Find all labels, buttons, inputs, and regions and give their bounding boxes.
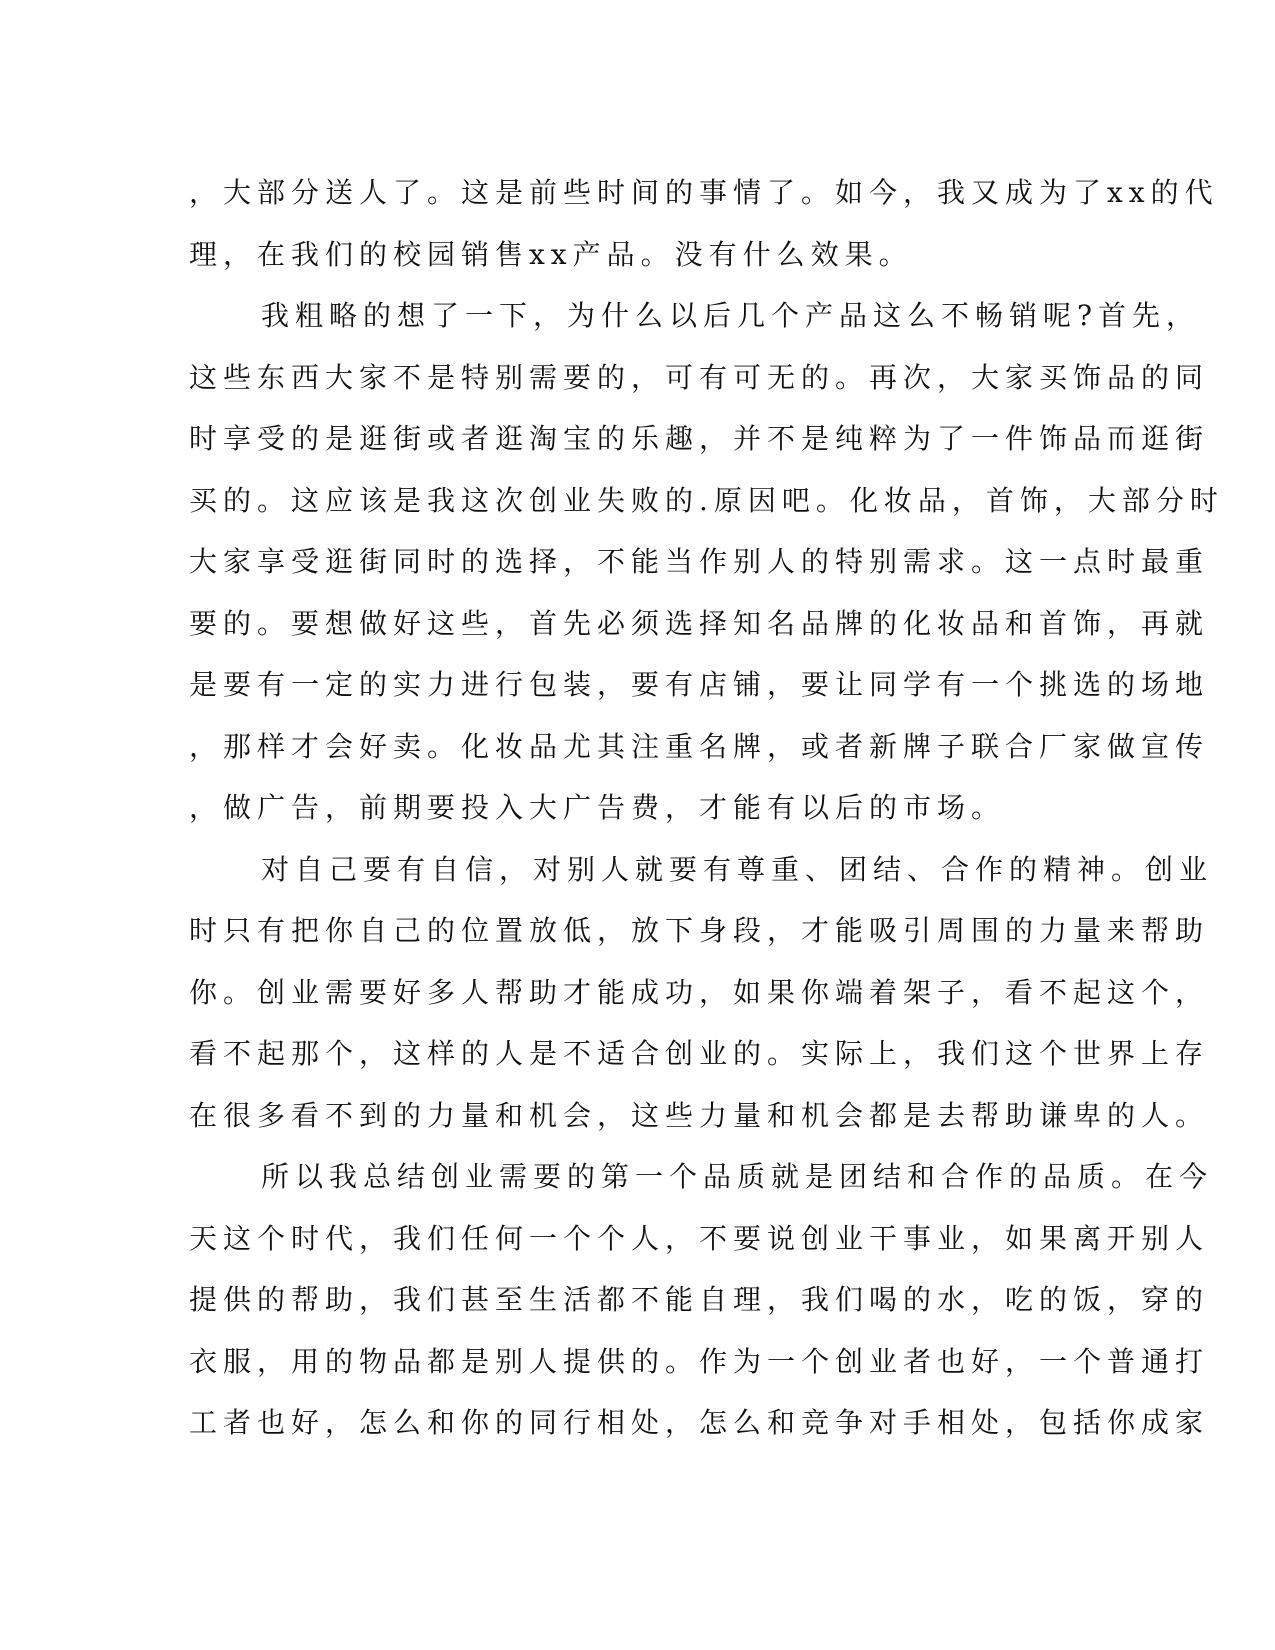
text-line: 理，在我们的校园销售xx产品。没有什么效果。 bbox=[189, 237, 913, 271]
text-line: 看不起那个，这样的人是不适合创业的。实际上，我们这个世界上存 bbox=[189, 1037, 1210, 1070]
text-line: 买的。这应该是我这次创业失败的.原因吧。化妆品，首饰，大部分时 bbox=[189, 483, 1224, 517]
text-line: 衣服，用的物品都是别人提供的。作为一个创业者也好，一个普通打 bbox=[189, 1344, 1210, 1378]
text-line: 你。创业需要好多人帮助才能成功，如果你端着架子，看不起这个， bbox=[189, 975, 1210, 1009]
body-text bbox=[189, 162, 1224, 1454]
text-line: 大家享受逛街同时的选择，不能当作别人的特别需求。这一点时最重 bbox=[189, 545, 1210, 578]
paragraph-start-line: 对自己要有自信，对别人就要有尊重、团结、合作的精神。创业 bbox=[261, 852, 1214, 886]
paragraph-start-line: 所以我总结创业需要的第一个品质就是团结和合作的品质。在今 bbox=[261, 1160, 1214, 1193]
text-line: 这些东西大家不是特别需要的，可有可无的。再次，大家买饰品的同 bbox=[189, 360, 1210, 394]
text-line: 要的。要想做好这些，首先必须选择知名品牌的化妆品和首饰，再就 bbox=[189, 606, 1210, 640]
text-line: 时享受的是逛街或者逛淘宝的乐趣，并不是纯粹为了一件饰品而逛街 bbox=[189, 422, 1210, 455]
text-line: 天这个时代，我们任何一个个人，不要说创业干事业，如果离开别人 bbox=[189, 1221, 1210, 1255]
text-line: ，那样才会好卖。化妆品尤其注重名牌，或者新牌子联合厂家做宣传 bbox=[189, 729, 1210, 763]
text-line: ，做广告，前期要投入大广告费，才能有以后的市场。 bbox=[189, 791, 1006, 824]
paragraph-start-line: 我粗略的想了一下，为什么以后几个产品这么不畅销呢?首先， bbox=[261, 299, 1201, 332]
text-line: 在很多看不到的力量和机会，这些力量和机会都是去帮助谦卑的人。 bbox=[189, 1098, 1210, 1132]
text-line: 时只有把你自己的位置放低，放下身段，才能吸引周围的力量来帮助 bbox=[189, 914, 1210, 947]
text-line: ，大部分送人了。这是前些时间的事情了。如今，我又成为了xx的代 bbox=[189, 176, 1219, 209]
text-line: 提供的帮助，我们甚至生活都不能自理，我们喝的水，吃的饭，穿的 bbox=[189, 1283, 1210, 1316]
text-line: 工者也好，怎么和你的同行相处，怎么和竞争对手相处，包括你成家 bbox=[189, 1406, 1210, 1439]
text-line: 是要有一定的实力进行包装，要有店铺，要让同学有一个挑选的场地 bbox=[189, 668, 1210, 701]
